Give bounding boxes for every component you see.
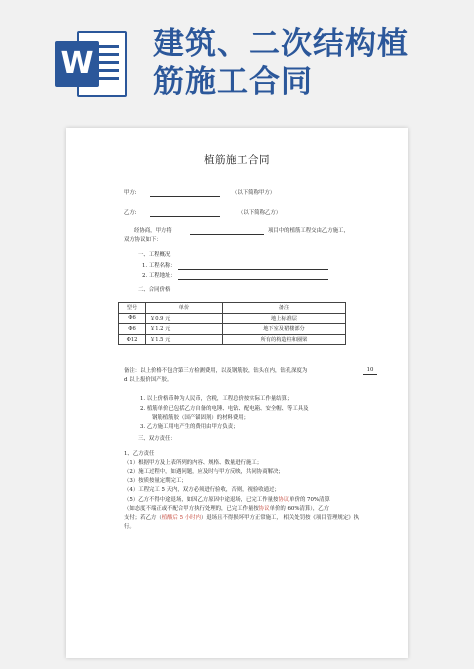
section-3-heading: 三、双方责任：: [138, 436, 176, 442]
price-table-cell: Φ6: [119, 313, 146, 324]
intro-text-3: 双方协议如下：: [124, 237, 162, 243]
project-address-field-line: [178, 279, 328, 280]
price-table-cell: ￥1.2 元: [146, 324, 223, 335]
party-b-resp-4: （4）工程完工 5 天内，双方必须进行验收，否则，视验收通过；: [124, 487, 280, 493]
price-table-header-model: 型号: [119, 303, 146, 314]
price-table-cell: Φ12: [119, 334, 146, 345]
party-b-resp-5-line-2: [124, 506, 329, 513]
project-name-field-line: [178, 269, 328, 270]
party-b-resp-5-line-1: [124, 497, 330, 504]
resp5-line3-end: ）退场且不得损坏甲方正常施工， 相关处罚按《项目管理规定》执: [200, 515, 359, 521]
price-table-cell: ￥0.9 元: [146, 313, 223, 324]
price-table-header-unit-price: 单价: [146, 303, 223, 314]
intro-text-2: 项目中的植筋工程交由乙方施工，: [268, 228, 349, 234]
price-table-cell: 所有的构造柱和圈梁: [223, 334, 346, 345]
price-table-cell: 地上标准层: [223, 313, 346, 324]
project-address-label: 2. 工程地址：: [142, 273, 176, 279]
price-table-row: [119, 324, 346, 335]
price-table: [118, 302, 346, 345]
party-a-note: （以下简称甲方）: [232, 190, 276, 196]
page-title-line-1: 建筑、二次结构植: [153, 26, 409, 62]
resp5-line1-end: 单价的 70%清算: [289, 497, 330, 503]
party-b-resp-5-line-3: [124, 515, 359, 522]
resp5-line2-end: 单价的 60%清算），乙方: [269, 506, 330, 512]
header-banner: [0, 0, 474, 115]
price-table-cell: 地下室及裙楼部分: [223, 324, 346, 335]
price-table-row: [119, 313, 346, 324]
party-b-resp-2: （2）施工过程中，如遇问题，应及时与甲方反映，共同协商解决；: [124, 469, 284, 475]
party-b-resp-3: （3）按质按量定期完工；: [124, 478, 187, 484]
price-table-header-row: [119, 303, 346, 314]
contract-title: 植筋施工合同: [204, 154, 270, 166]
project-name-label: 1. 工程名称：: [142, 263, 176, 269]
party-b-resp-5-line-4: 行。: [124, 524, 135, 530]
price-table-header-remark: 备注: [223, 303, 346, 314]
remark-text-2: d 以上报价国产胶。: [124, 377, 173, 383]
price-item-1: 1. 以上价格币种为人民币，含税，工程总价按实际工作量结算；: [140, 396, 293, 402]
party-b-resp-1: （1）根据甲方及上表所列的内容、规格、数量进行施工；: [124, 460, 263, 466]
remark-text-1: 备注：以上价格不包含第三方检测费用，以及钢筋胶，钻头在内，钻孔深度为: [124, 368, 308, 374]
party-b-resp-title: 1、乙方责任: [124, 451, 155, 457]
document-page: [66, 128, 408, 658]
party-b-line: [150, 216, 220, 217]
resp5-line3-text: 支付；若乙方（: [124, 515, 162, 521]
price-item-2-line-2: 钢筋植筋胶（国产锚固剂）的材料费用；: [152, 415, 250, 421]
resp5-line3-highlight: 植酸后 5 小时内: [161, 515, 201, 521]
section-1-heading: 一、工程概况: [138, 252, 171, 258]
word-icon-letter: W: [55, 41, 99, 87]
resp5-line1-highlight: 协议: [278, 497, 290, 503]
price-item-2-line-1: 2. 植筋单价已包括乙方自备的电锤、电钻、配电箱、安全帽、等工具及: [140, 406, 309, 412]
party-b-note: （以下简称乙方）: [238, 210, 282, 216]
section-2-heading: 二、合同价格: [138, 287, 171, 293]
project-name-line: [190, 234, 264, 235]
page-title-line-2: 筋施工合同: [153, 64, 313, 100]
party-a-line: [150, 196, 220, 197]
word-document-icon: [55, 31, 129, 97]
page-title: [153, 25, 453, 101]
drill-depth-value: 10: [363, 367, 377, 375]
party-b-label: 乙方:: [124, 210, 137, 216]
intro-text-1: 经协商，甲方将: [134, 228, 172, 234]
price-table-cell: ￥1.5 元: [146, 334, 223, 345]
resp5-line2-highlight: 协议: [258, 506, 270, 512]
resp5-line2-text: （如态度不端正或不配合甲方执行处理的，已完工作量按: [124, 506, 259, 512]
party-a-label: 甲方:: [124, 190, 137, 196]
resp5-line1-text: （5）乙方不得中途退场，如因乙方原因中途退场，已完工作量按: [124, 497, 279, 503]
price-table-cell: Φ6: [119, 324, 146, 335]
price-item-3: 3. 乙方施工用电产生的费用由甲方负责；: [140, 424, 239, 430]
price-table-row: [119, 334, 346, 345]
